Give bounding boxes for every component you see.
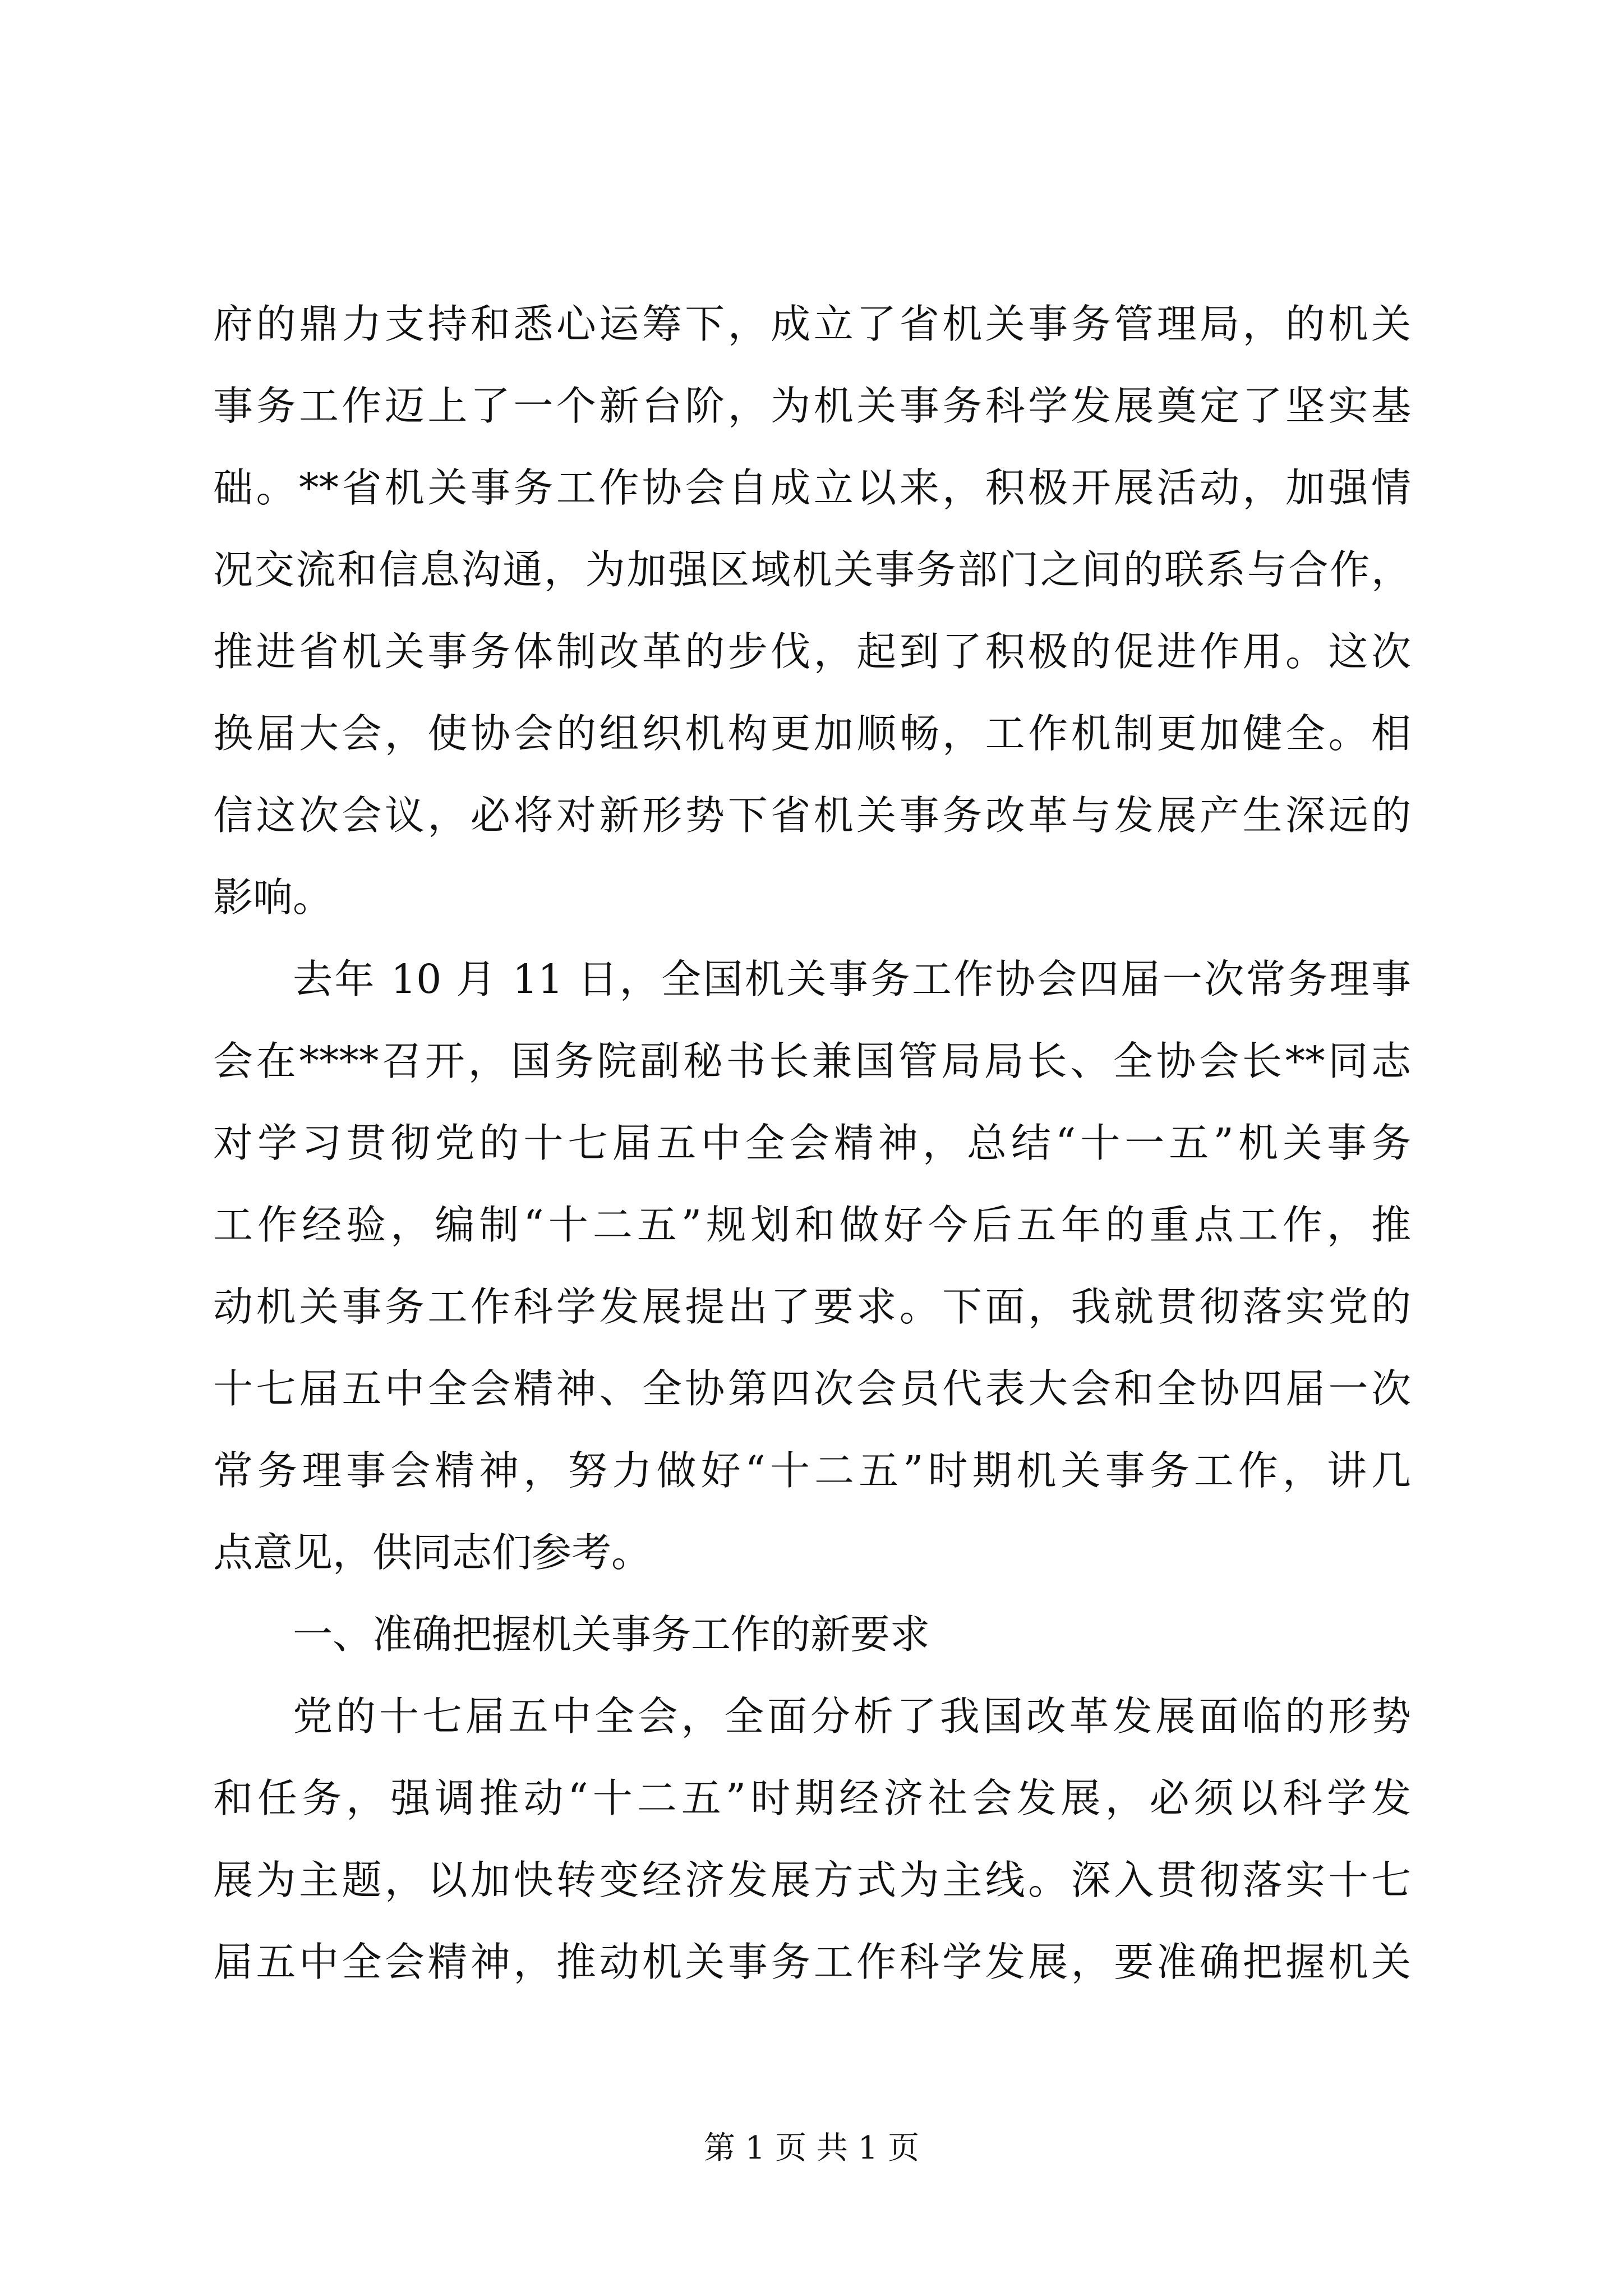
- text-line-20: 展为主题，以加快转变经济发展方式为主线。深入贯彻落实十七: [213, 1857, 1411, 1903]
- text-line-8: 影响。: [213, 874, 333, 921]
- text-line-13: 动机关事务工作科学发展提出了要求。下面，我就贯彻落实党的: [213, 1283, 1411, 1330]
- text-line-14: 十七届五中全会精神、全协第四次会员代表大会和全协四届一次: [213, 1365, 1411, 1412]
- text-line-2: 事务工作迈上了一个新台阶，为机关事务科学发展奠定了坚实基: [213, 383, 1411, 429]
- text-line-1: 府的鼎力支持和悉心运筹下，成立了省机关事务管理局，的机关: [213, 301, 1411, 347]
- text-line-21: 届五中全会精神，推动机关事务工作科学发展，要准确把握机关: [213, 1939, 1411, 1985]
- text-line-18: 党的十七届五中全会，全面分析了我国改革发展面临的形势: [293, 1693, 1411, 1740]
- text-line-19: 和任务，强调推动“十二五”时期经济社会发展，必须以科学发: [213, 1775, 1411, 1821]
- text-line-5: 推进省机关事务体制改革的步伐，起到了积极的促进作用。这次: [213, 628, 1411, 675]
- text-line-6: 换届大会，使协会的组织机构更加顺畅，工作机制更加健全。相: [213, 710, 1411, 757]
- text-line-9: 去年 10 月 11 日，全国机关事务工作协会四届一次常务理事: [293, 956, 1411, 1002]
- text-line-11: 对学习贯彻党的十七届五中全会精神，总结“十一五”机关事务: [213, 1120, 1411, 1166]
- document-body: [213, 283, 1411, 2003]
- text-line-12: 工作经验，编制“十二五”规划和做好今后五年的重点工作，推: [213, 1202, 1411, 1248]
- text-line-3: 础。**省机关事务工作协会自成立以来，积极开展活动，加强情: [213, 464, 1411, 511]
- text-line-16: 点意见，供同志们参考。: [213, 1529, 652, 1576]
- page-number-label: 第 1 页 共 1 页: [703, 2130, 920, 2166]
- text-line-4: 况交流和信息沟通，为加强区域机关事务部门之间的联系与合作，: [213, 546, 1411, 593]
- text-line-15: 常务理事会精神，努力做好“十二五”时期机关事务工作，讲几: [213, 1447, 1411, 1494]
- text-line-7: 信这次会议，必将对新形势下省机关事务改革与发展产生深远的: [213, 792, 1411, 839]
- section-heading: 一、准确把握机关事务工作的新要求: [293, 1611, 930, 1658]
- page-footer: [0, 2126, 1623, 2171]
- text-line-10: 会在****召开，国务院副秘书长兼国管局局长、全协会长**同志: [213, 1038, 1411, 1084]
